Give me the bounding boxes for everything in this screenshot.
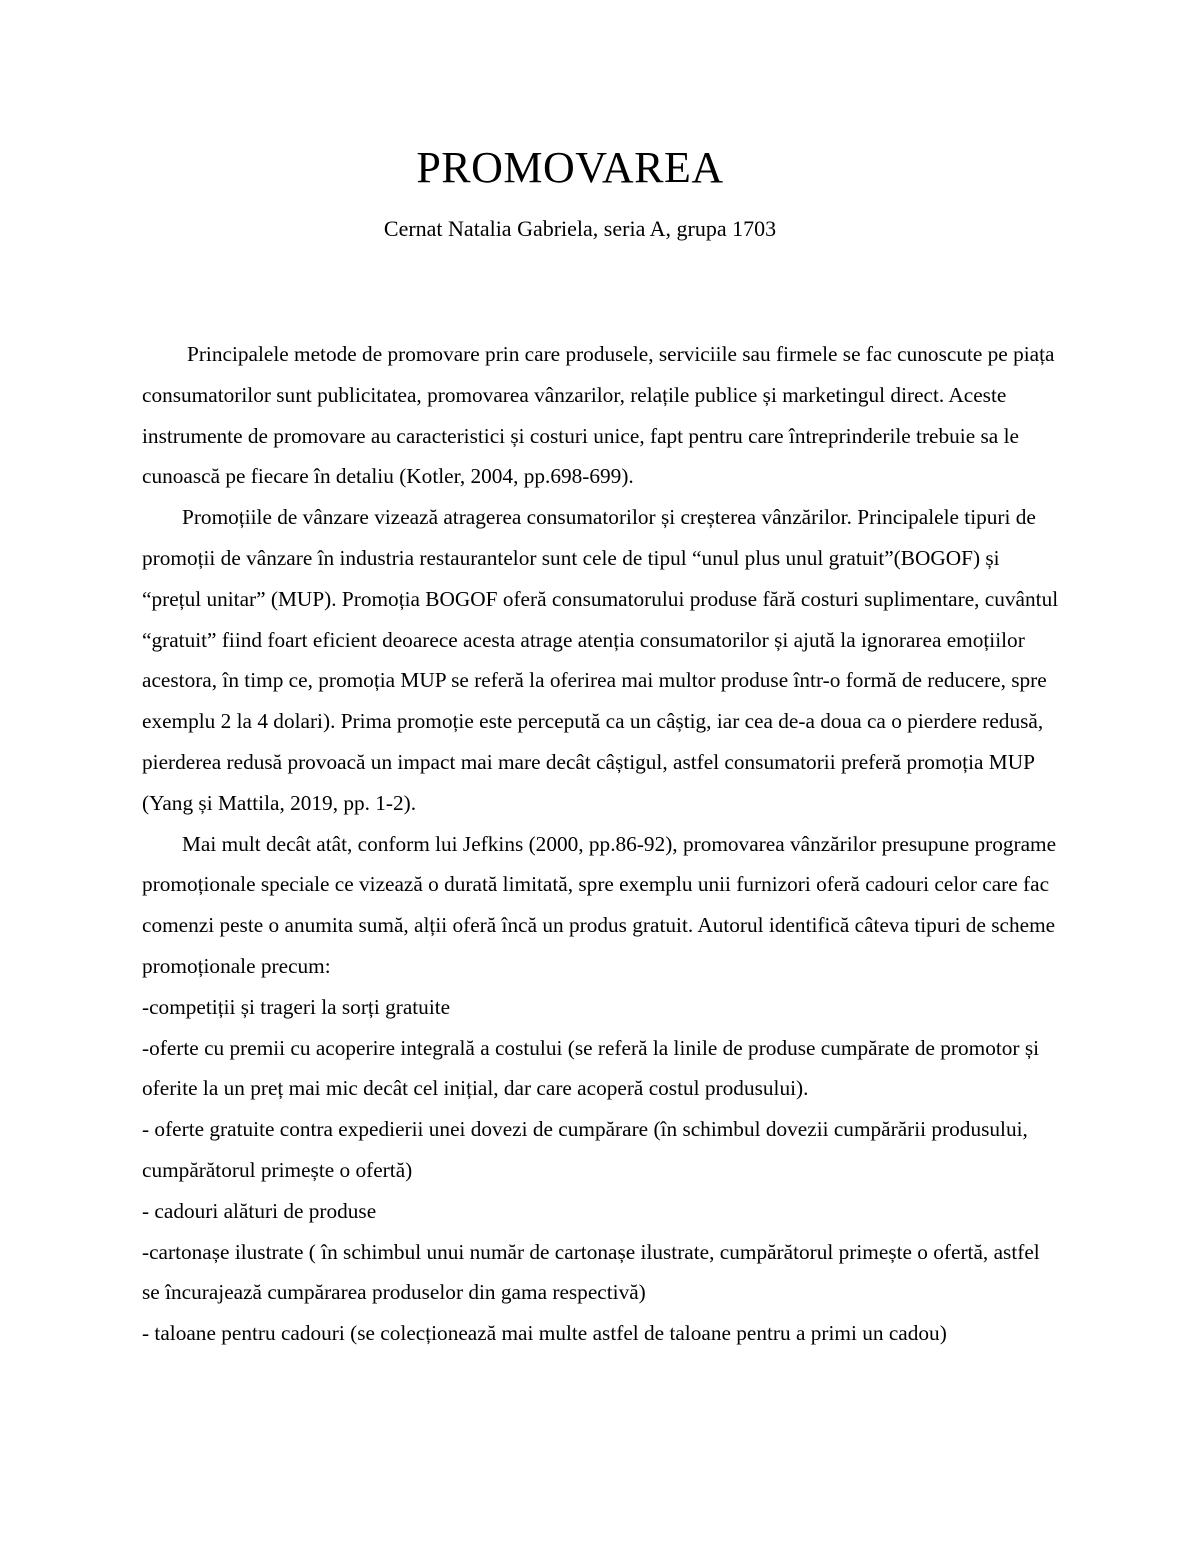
list-item: -oferte cu premii cu acoperire integrală a costului (se referă la linile de produse cumpărate de promotor și oferite la un preț mai mic decât cel inițial, dar care acoperă costul produsului).: [142, 1035, 1040, 1101]
list-item: - cadouri alături de produse: [142, 1198, 377, 1223]
promotion-schemes-list: [142, 987, 1062, 1354]
list-item: -cartonașe ilustrate ( în schimbul unui număr de cartonașe ilustrate, cumpărătorul primește o ofertă, astfel se încurajează cumpărarea produselor din gama respectivă): [142, 1239, 1040, 1305]
paragraph-sales-promotions: Promoțiile de vânzare vizează atragerea consumatorilor și creșterea vânzărilor. Principalele tipuri de promoții de vânzare în industria restaurantelor sunt cele de tipul “unul plus unul gratuit”(BOGOF) și “prețul unitar” (MUP). Promoția BOGOF oferă consumatorului produse fără costuri suplimentare, cuvântul “gratuit” fiind foart eficient deoarece acesta atrage atenția consumatorilor și ajută la ignorarea emoțiilor acestora, în timp ce, promoția MUP se referă la oferirea mai multor produse într-o formă de reducere, spre exemplu 2 la 4 dolari). Prima promoție este percepută ca un câștig, iar cea de-a doua ca o pierdere redusă, pierderea redusă provoacă un impact mai mare decât câștigul, astfel consumatorii preferă promoția MUP (Yang și Mattila, 2019, pp. 1-2).: [142, 505, 1059, 815]
author-line: Cernat Natalia Gabriela, seria A, grupa 1703: [383, 216, 777, 241]
document-body: [142, 334, 1062, 1354]
document-title: PROMOVAREA: [416, 143, 724, 192]
paragraph-intro: Principalele metode de promovare prin care produsele, serviciile sau firmele se fac cunoscute pe piața consumatorilor sunt publicitatea, promovarea vânzarilor, relațile publice și marketingul direct. Aceste instrumente de promovare au caracteristici și costuri unice, fapt pentru care întreprinderile trebuie sa le cunoască pe fiecare în detaliu (Kotler, 2004, pp.698-699).: [142, 342, 1055, 489]
list-item: -competiții și trageri la sorți gratuite: [142, 994, 451, 1019]
paragraph-jefkins: Mai mult decât atât, conform lui Jefkins (2000, pp.86-92), promovarea vânzărilor presupune programe promoționale speciale ce vizează o durată limitată, spre exemplu unii furnizori oferă cadouri celor care fac comenzi peste o anumita sumă, alții oferă încă un produs gratuit. Autorul identifică câteva tipuri de scheme promoționale precum:: [142, 831, 1057, 978]
list-item: - oferte gratuite contra expedierii unei dovezi de cumpărare (în schimbul dovezii cumpărării produsului, cumpărătorul primește o ofertă): [142, 1117, 1028, 1182]
list-item: - taloane pentru cadouri (se colecționează mai multe astfel de taloane pentru a primi un cadou): [142, 1321, 947, 1346]
